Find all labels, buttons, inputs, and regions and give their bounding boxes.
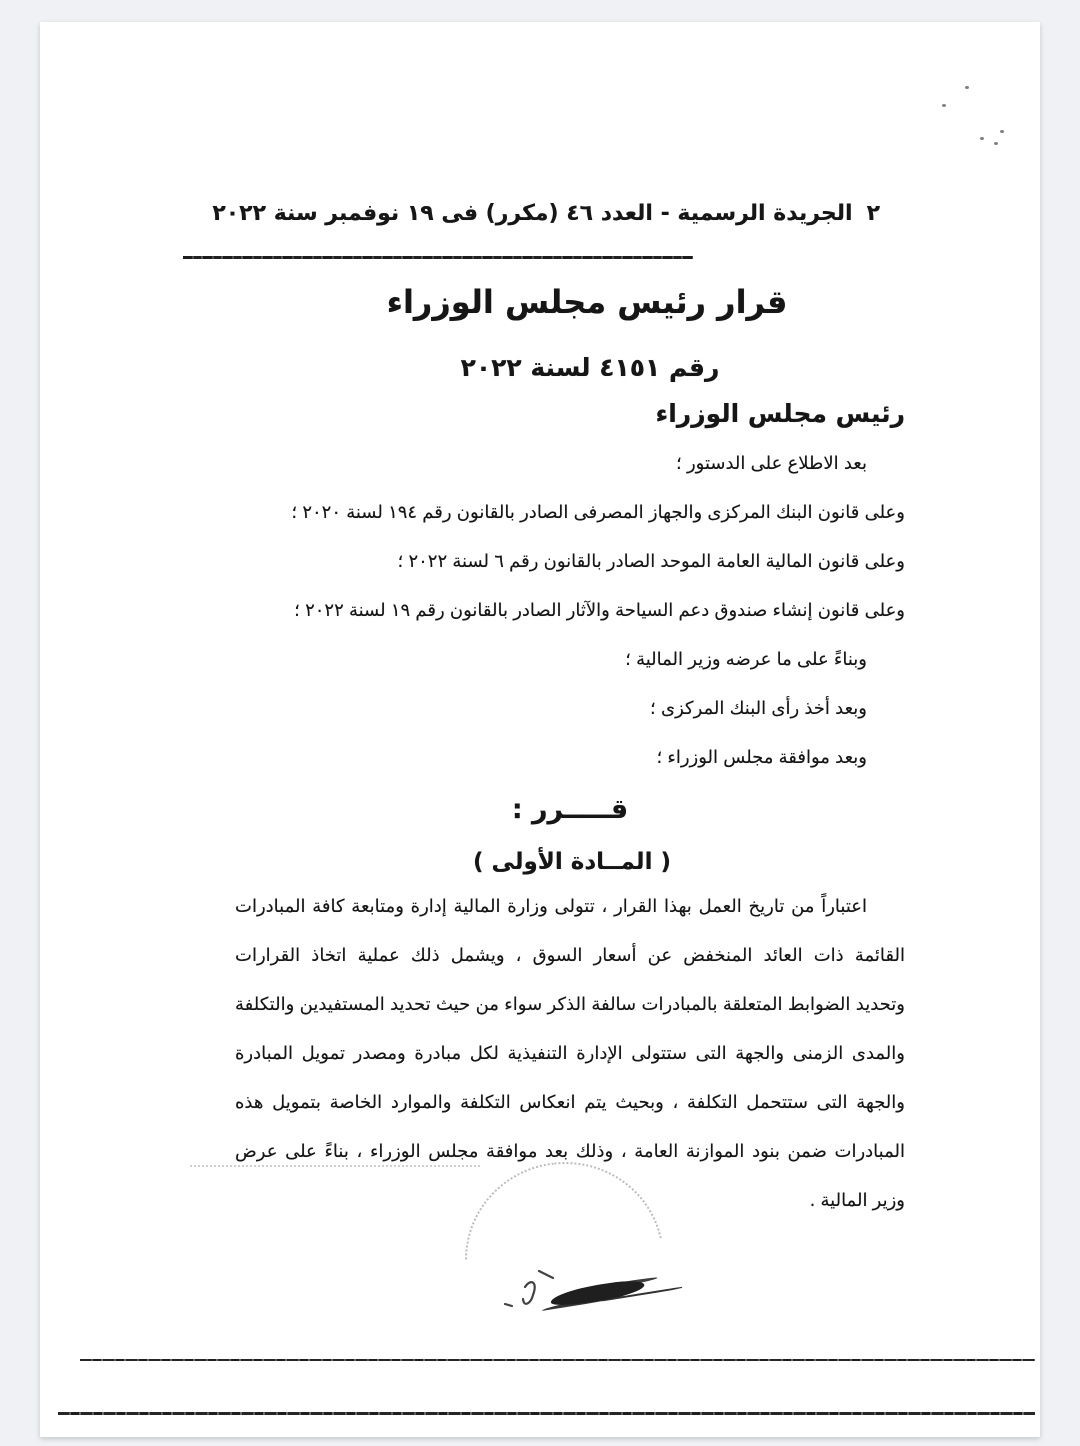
article-one-heading: ( المــادة الأولى ) bbox=[473, 849, 671, 875]
document-page bbox=[40, 22, 1040, 1437]
gazette-header-text: الجريدة الرسمية - العدد ٤٦ (مكرر) فى ١٩ نوفمبر سنة ٢٠٢٢ bbox=[212, 201, 853, 226]
paragraph-line: والجهة التى ستتحمل التكلفة ، وبحيث يتم انعكاس التكلفة والموارد الخاصة بتمويل هذه bbox=[235, 1092, 905, 1113]
scan-speck bbox=[942, 104, 946, 107]
paragraph-line: اعتباراً من تاريخ العمل بهذا القرار ، تتولى وزارة المالية إدارة ومتابعة كافة المبادرات bbox=[235, 896, 867, 917]
scan-speck bbox=[965, 86, 969, 89]
preamble-line: وعلى قانون إنشاء صندوق دعم السياحة والآثار الصادر بالقانون رقم ١٩ لسنة ٢٠٢٢ ؛ bbox=[294, 600, 905, 621]
footer-rule-top bbox=[80, 1359, 1035, 1361]
paragraph-line: وتحديد الضوابط المتعلقة بالمبادرات سالفة الذكر سواء من حيث تحديد المستفيدين والتكلفة bbox=[235, 994, 905, 1015]
header-rule bbox=[183, 256, 693, 259]
preamble-line: وعلى قانون المالية العامة الموحد الصادر بالقانون رقم ٦ لسنة ٢٠٢٢ ؛ bbox=[397, 551, 905, 572]
preamble-line: وعلى قانون البنك المركزى والجهاز المصرفى الصادر بالقانون رقم ١٩٤ لسنة ٢٠٢٠ ؛ bbox=[291, 502, 905, 523]
paragraph-line: والمدى الزمنى والجهة التى ستتولى الإدارة التنفيذية لكل مبادرة ومصدر تمويل المبادرة bbox=[235, 1043, 905, 1064]
decree-number: رقم ٤١٥١ لسنة ٢٠٢٢ bbox=[460, 353, 720, 382]
issuer-heading: رئيس مجلس الوزراء bbox=[655, 399, 905, 428]
paragraph-line: المبادرات ضمن بنود الموازنة العامة ، وذلك بعد موافقة مجلس الوزراء ، بناءً على عرض bbox=[235, 1141, 905, 1162]
paragraph-line: القائمة ذات العائد المنخفض عن أسعار السوق ، ويشمل ذلك عملية اتخاذ القرارات bbox=[235, 945, 905, 966]
paragraph-line: وزير المالية . bbox=[809, 1190, 905, 1211]
scan-speck bbox=[980, 137, 984, 140]
preamble-line: وبعد موافقة مجلس الوزراء ؛ bbox=[656, 747, 867, 768]
gazette-running-head bbox=[212, 192, 880, 236]
page-number: ٢ bbox=[866, 201, 880, 226]
preamble-line: وبعد أخذ رأى البنك المركزى ؛ bbox=[650, 698, 867, 719]
scan-speck bbox=[1000, 130, 1004, 133]
footer-rule-bottom bbox=[58, 1412, 1035, 1415]
scan-speck bbox=[994, 142, 998, 145]
preamble bbox=[235, 439, 905, 782]
scan-dots-artifact bbox=[190, 1165, 480, 1167]
handwritten-mark bbox=[495, 1265, 565, 1320]
preamble-line: وبناءً على ما عرضه وزير المالية ؛ bbox=[625, 649, 867, 670]
decision-word: قـــــرر : bbox=[511, 794, 629, 825]
preamble-line: بعد الاطلاع على الدستور ؛ bbox=[676, 453, 867, 474]
decree-title: قرار رئيس مجلس الوزراء bbox=[386, 283, 788, 321]
